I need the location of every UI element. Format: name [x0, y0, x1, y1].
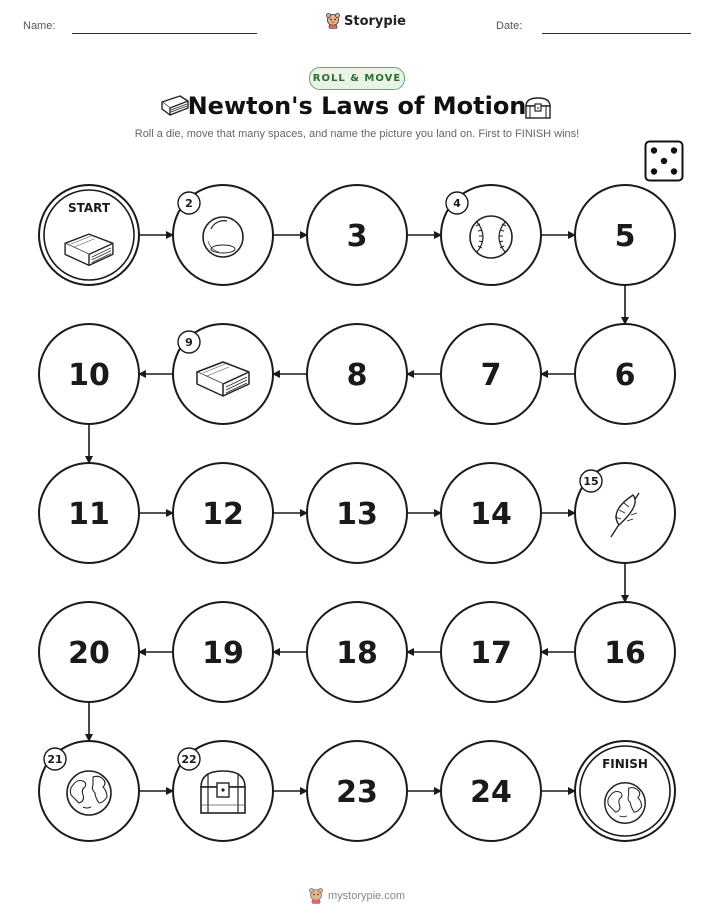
board-space-6 [575, 324, 675, 424]
space-number: 12 [202, 497, 244, 532]
finish-label: FINISH [602, 757, 648, 771]
board-space-9 [173, 324, 273, 424]
space-number: 21 [47, 753, 63, 766]
space-number: 3 [346, 219, 368, 254]
crystal-ball-icon [203, 217, 243, 257]
start-label: START [67, 201, 111, 215]
page-title: Newton's Laws of Motion [187, 92, 527, 120]
board-space-13 [307, 463, 407, 563]
treasure-chest-icon [201, 771, 245, 813]
date-label: Date: [496, 20, 523, 32]
name-label: Name: [23, 20, 56, 32]
space-number: 16 [604, 636, 646, 671]
board-space-24 [441, 741, 541, 841]
board-space-19 [173, 602, 273, 702]
board-space-14 [441, 463, 541, 563]
board-space-8 [307, 324, 407, 424]
board-space-2 [173, 185, 273, 285]
board-space-15 [575, 463, 675, 563]
globe-icon [605, 783, 645, 823]
storypie-mascot-icon [309, 888, 323, 904]
space-number: 18 [336, 636, 378, 671]
space-number: 13 [336, 497, 378, 532]
globe-icon [67, 771, 111, 815]
board-space-11 [39, 463, 139, 563]
board-space-16 [575, 602, 675, 702]
space-number: 8 [346, 358, 368, 393]
space-number: 7 [480, 358, 502, 393]
board-space-22 [173, 741, 273, 841]
brand-name: Storypie [344, 13, 406, 29]
space-number: 11 [68, 497, 110, 532]
space-number: 10 [68, 358, 110, 393]
space-number: 22 [181, 753, 197, 766]
space-number: 5 [614, 219, 636, 254]
board-space-7 [441, 324, 541, 424]
board-space-4 [441, 185, 541, 285]
space-number: 14 [470, 497, 512, 532]
space-number: 17 [470, 636, 512, 671]
footer-url[interactable]: mystorypie.com [327, 890, 406, 902]
space-number: 24 [470, 775, 512, 810]
board-space-12 [173, 463, 273, 563]
footer [0, 888, 714, 904]
start-space [39, 185, 139, 285]
space-number: 9 [185, 336, 193, 349]
finish-space [575, 741, 675, 841]
board-space-18 [307, 602, 407, 702]
board-space-10 [39, 324, 139, 424]
board-space-23 [307, 741, 407, 841]
space-number: 15 [583, 475, 599, 488]
space-number: 19 [202, 636, 244, 671]
space-number: 6 [614, 358, 636, 393]
space-number: 4 [453, 197, 461, 210]
board-space-20 [39, 602, 139, 702]
roll-and-move-badge: ROLL & MOVE [309, 67, 405, 90]
board-space-3 [307, 185, 407, 285]
board-space-21 [39, 741, 139, 841]
instructions-text: Roll a die, move that many spaces, and name the picture you land on. First to FINISH wins! [134, 128, 580, 140]
baseball-icon [470, 216, 512, 258]
space-number: 2 [185, 197, 193, 210]
board-space-5 [575, 185, 675, 285]
board-space-17 [441, 602, 541, 702]
space-number: 23 [336, 775, 378, 810]
space-number: 20 [68, 636, 110, 671]
